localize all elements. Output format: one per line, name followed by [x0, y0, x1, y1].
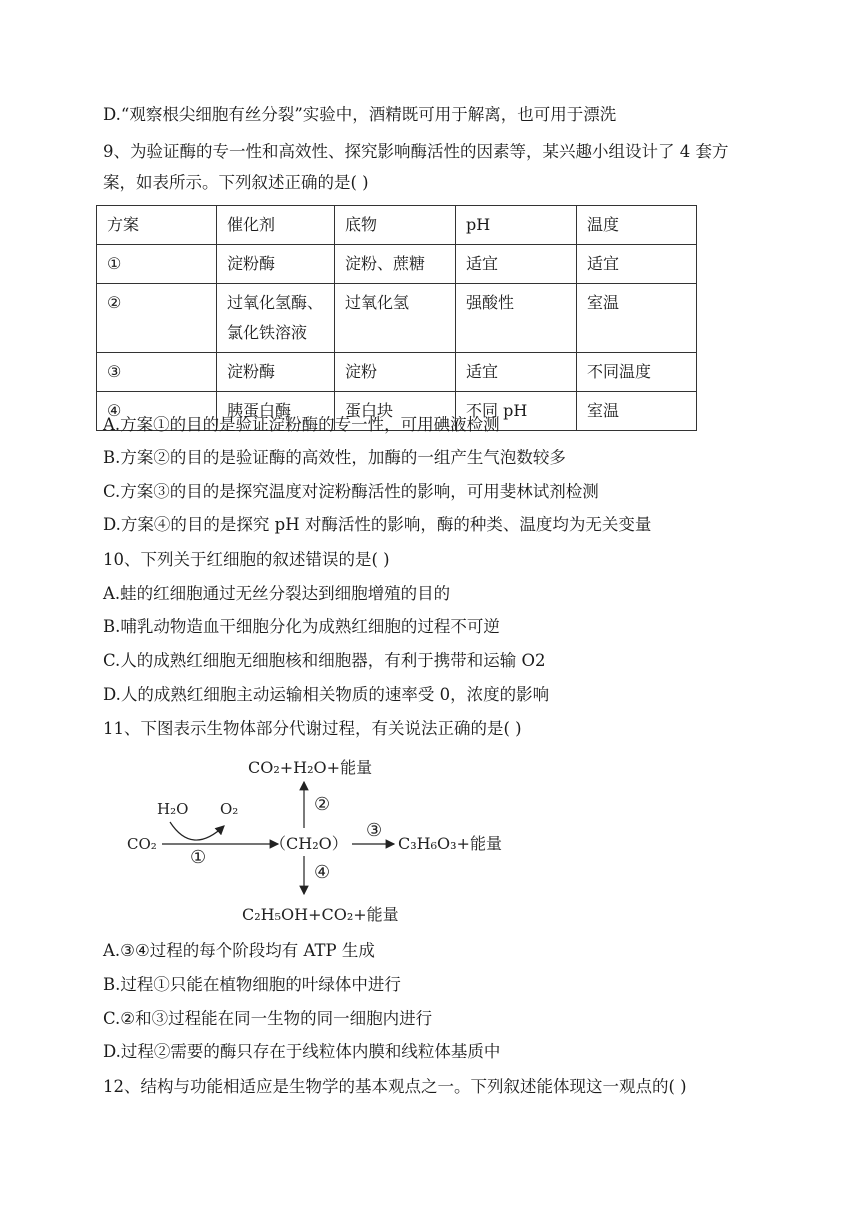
- table-cell: 适宜: [577, 245, 697, 284]
- bottom-product-label: C₂H₅OH+CO₂+能量: [242, 905, 399, 924]
- q9-option-d: D.方案④的目的是探究 pH 对酶活性的影响，酶的种类、温度均为无关变量: [103, 515, 652, 534]
- table-row: [97, 353, 697, 392]
- table-cell: 淀粉: [335, 353, 456, 392]
- table-cell: 强酸性: [456, 284, 577, 353]
- q9-option-a: A.方案①的目的是验证淀粉酶的专一性，可用碘液检测: [103, 415, 500, 434]
- q10-option-a: A.蛙的红细胞通过无丝分裂达到细胞增殖的目的: [103, 584, 451, 603]
- table-cell: 不同 pH: [456, 392, 577, 431]
- process-label-4: ④: [314, 862, 331, 883]
- table-cell: ③: [97, 353, 217, 392]
- q9-stem-line2: 案，如表所示。下列叙述正确的是( ): [103, 173, 369, 192]
- h2o-label: H₂O: [157, 800, 189, 818]
- table-cell: 过氧化氢酶、 氯化铁溶液: [217, 284, 335, 353]
- q11-option-b: B.过程①只能在植物细胞的叶绿体中进行: [103, 975, 401, 994]
- table-header-cell: pH: [456, 206, 577, 245]
- table-cell: ④: [97, 392, 217, 431]
- q10-stem: 10、下列关于红细胞的叙述错误的是( ): [103, 550, 390, 569]
- q11-option-a: A.③④过程的每个阶段均有 ATP 生成: [103, 941, 375, 960]
- q10-option-b: B.哺乳动物造血干细胞分化为成熟红细胞的过程不可逆: [103, 617, 500, 636]
- ch2o-label: （CH₂O）: [270, 834, 348, 853]
- table-cell: 适宜: [456, 245, 577, 284]
- table-cell: 室温: [577, 284, 697, 353]
- process-label-1: ①: [190, 847, 207, 868]
- table-cell: 淀粉、蔗糖: [335, 245, 456, 284]
- q8-option-d: D.“观察根尖细胞有丝分裂”实验中，酒精既可用于解离，也可用于漂洗: [103, 105, 617, 124]
- q11-option-c: C.②和③过程能在同一生物的同一细胞内进行: [103, 1009, 433, 1028]
- table-cell: 淀粉酶: [217, 245, 335, 284]
- o2-label: O₂: [220, 800, 239, 818]
- right-product-label: C₃H₆O₃+能量: [398, 834, 502, 853]
- table-cell: 蛋白块: [335, 392, 456, 431]
- q9-stem-line1: 9、为验证酶的专一性和高效性、探究影响酶活性的因素等，某兴趣小组设计了 4 套方: [103, 142, 729, 161]
- q9-option-b: B.方案②的目的是验证酶的高效性，加酶的一组产生气泡数较多: [103, 448, 566, 467]
- table-header-row: [97, 206, 697, 245]
- table-cell: 不同温度: [577, 353, 697, 392]
- table-cell: 室温: [577, 392, 697, 431]
- q11-stem: 11、下图表示生物体部分代谢过程，有关说法正确的是( ): [103, 719, 522, 738]
- table-header-cell: 催化剂: [217, 206, 335, 245]
- process-label-2: ②: [314, 794, 331, 815]
- top-product-label: CO₂+H₂O+能量: [248, 758, 373, 777]
- water-split-arrow: [170, 822, 224, 840]
- table-cell: 胰蛋白酶: [217, 392, 335, 431]
- table-header-cell: 底物: [335, 206, 456, 245]
- co2-label: CO₂: [127, 835, 157, 853]
- q12-stem: 12、结构与功能相适应是生物学的基本观点之一。下列叙述能体现这一观点的( ): [103, 1077, 687, 1096]
- table-header-cell: 温度: [577, 206, 697, 245]
- table-cell: ①: [97, 245, 217, 284]
- metabolism-diagram: [120, 748, 520, 928]
- q9-option-c: C.方案③的目的是探究温度对淀粉酶活性的影响，可用斐林试剂检测: [103, 482, 599, 501]
- table-cell: 过氧化氢: [335, 284, 456, 353]
- table-row: [97, 284, 697, 353]
- table-row: [97, 245, 697, 284]
- table-header-cell: 方案: [97, 206, 217, 245]
- q9-scheme-table: [96, 205, 697, 431]
- q10-option-d: D.人的成熟红细胞主动运输相关物质的速率受 0，浓度的影响: [103, 685, 550, 704]
- q10-option-c: C.人的成熟红细胞无细胞核和细胞器，有利于携带和运输 O2: [103, 651, 546, 670]
- q11-option-d: D.过程②需要的酶只存在于线粒体内膜和线粒体基质中: [103, 1042, 501, 1061]
- process-label-3: ③: [366, 820, 383, 841]
- table-cell: 淀粉酶: [217, 353, 335, 392]
- table-cell: 适宜: [456, 353, 577, 392]
- table-cell: ②: [97, 284, 217, 353]
